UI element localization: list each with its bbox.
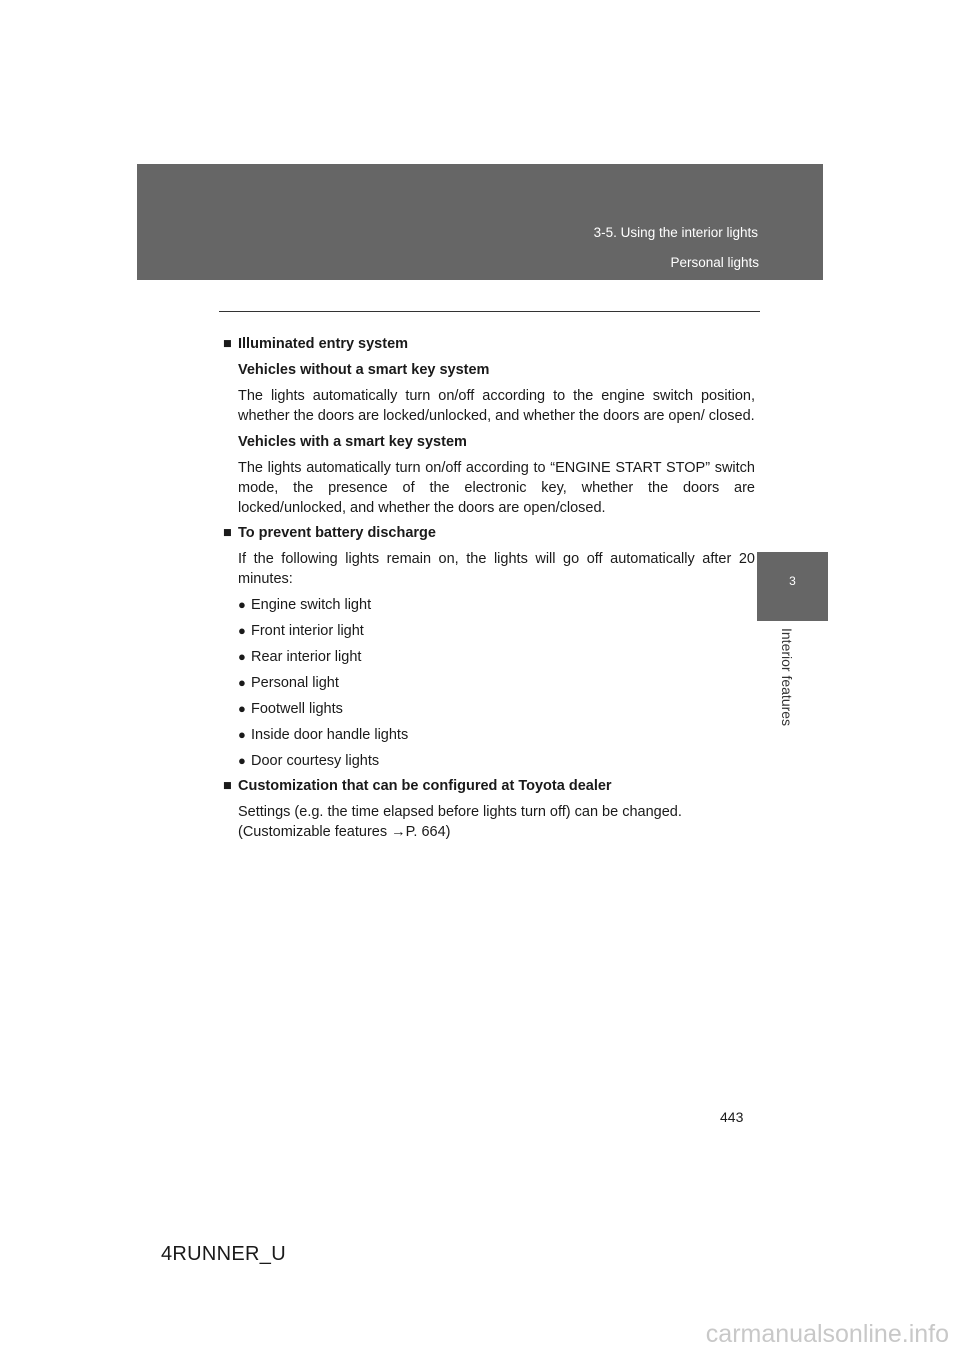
page-number: 443 [720, 1109, 744, 1125]
section-mark-icon: ■ [223, 336, 232, 352]
section-illuminated-title [223, 334, 755, 354]
list-item: ● Rear interior light [238, 649, 362, 665]
list-item: ● Footwell lights [238, 701, 343, 717]
section-battery-title [223, 523, 755, 543]
header-subsection-title: Personal lights [670, 255, 759, 270]
paragraph-customization-line2: (Customizable features →P. 664) [238, 824, 451, 840]
section-title-text: To prevent battery discharge [238, 525, 436, 541]
bullet-icon: ● [238, 701, 246, 716]
section-mark-icon: ■ [223, 778, 232, 794]
section-battery-body [223, 549, 755, 771]
chapter-title: Interior features [779, 628, 795, 727]
section-title-text: Illuminated entry system [238, 336, 409, 352]
section-customization-body [223, 802, 755, 842]
paragraph-battery: If the following lights remain on, the lights will go off automatically after 20 minutes: [238, 551, 755, 587]
list-item: ● Engine switch light [238, 597, 372, 613]
paragraph-customization-line1: Settings (e.g. the time elapsed before lights turn off) can be changed. [238, 804, 682, 820]
header-rule [219, 311, 760, 312]
paragraph-without-smart-key: The lights automatically turn on/off according to the engine switch position, whether the doors are locked/unlocked, and whether the doors are open/ closed. [238, 388, 755, 424]
chapter-number: 3 [789, 574, 796, 588]
list-item: ● Personal light [238, 675, 339, 691]
section-customization-title [223, 776, 755, 796]
bullet-icon: ● [238, 727, 246, 742]
bullet-icon: ● [238, 623, 246, 638]
bullet-icon: ● [238, 753, 246, 768]
paragraph-with-smart-key: The lights automatically turn on/off according to “ENGINE START STOP” switch mode, the presence of the electronic key, whether the doors are locked/unlocked, and whether the doors are open/closed. [238, 460, 755, 516]
chapter-tab [757, 552, 828, 621]
list-item: ● Door courtesy lights [238, 753, 380, 769]
bullet-icon: ● [238, 649, 246, 664]
list-item: ● Front interior light [238, 623, 364, 639]
subsection-without-smart-key-title: Vehicles without a smart key system [238, 362, 490, 378]
page-content [223, 329, 755, 842]
subsection-with-smart-key-title: Vehicles with a smart key system [238, 434, 467, 450]
header-section-title: 3-5. Using the interior lights [593, 225, 758, 240]
section-mark-icon: ■ [223, 525, 232, 541]
section-title-text: Customization that can be configured at Toyota dealer [238, 778, 612, 794]
document-code: 4RUNNER_U [161, 1243, 286, 1265]
bullet-icon: ● [238, 675, 246, 690]
bullet-icon: ● [238, 597, 246, 612]
watermark-text: carmanualsonline.info [705, 1320, 949, 1348]
header-band [137, 164, 823, 280]
list-item: ● Inside door handle lights [238, 727, 409, 743]
section-illuminated-body [223, 360, 755, 518]
